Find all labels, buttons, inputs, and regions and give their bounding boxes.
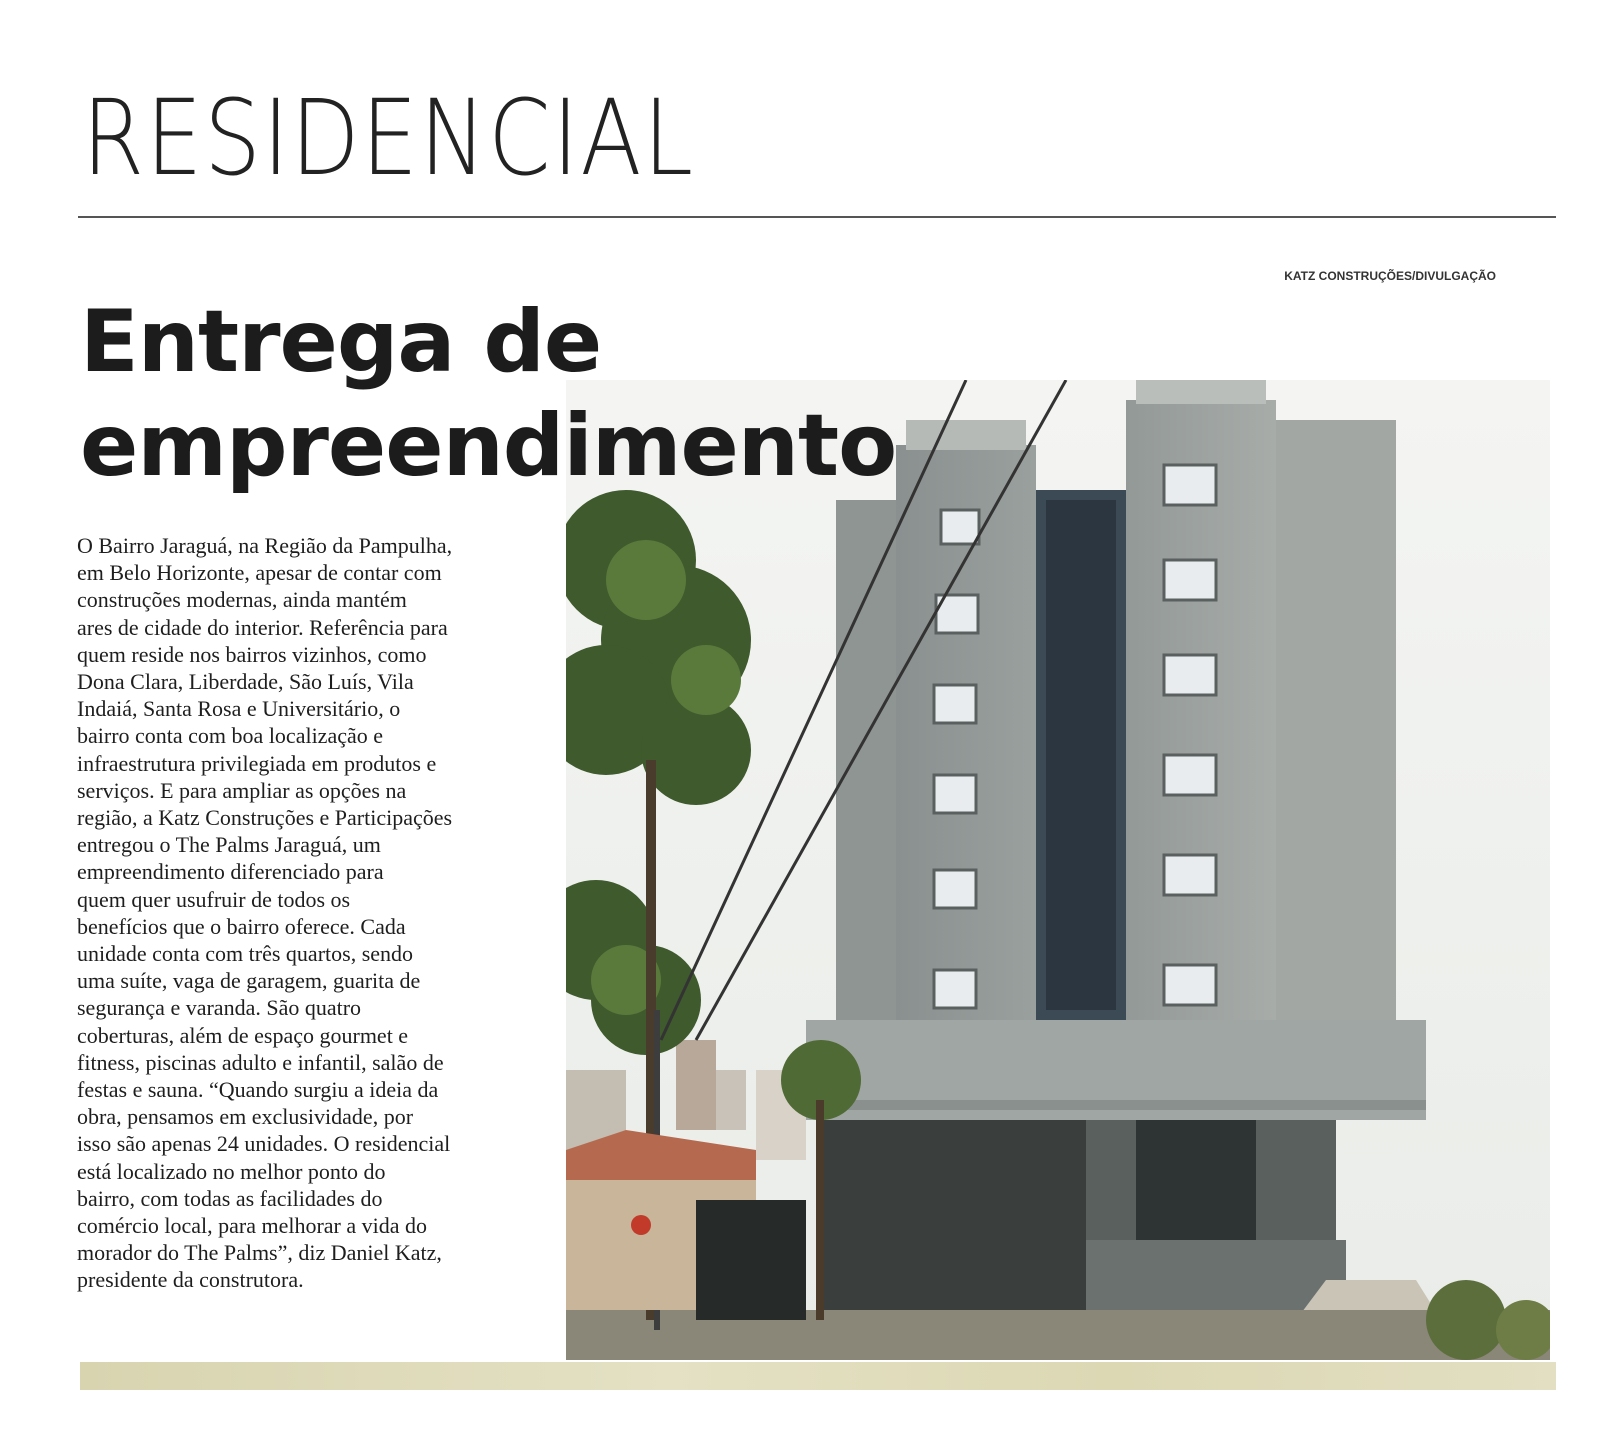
headline-line: Entrega de	[80, 292, 602, 392]
body-line: Indaiá, Santa Rosa e Universitário, o	[77, 696, 401, 722]
article-body	[77, 532, 537, 1294]
body-line: coberturas, além de espaço gourmet e	[77, 1022, 409, 1048]
body-line: quem quer usufruir de todos os	[77, 886, 351, 912]
body-line: empreendimento diferenciado para	[77, 859, 384, 885]
body-line: fitness, piscinas adulto e infantil, salão de	[77, 1049, 444, 1075]
body-line: O Bairro Jaraguá, na Região da Pampulha,	[77, 533, 453, 558]
body-line: está localizado no melhor ponto do	[77, 1158, 386, 1184]
body-line: região, a Katz Construções e Participações	[77, 805, 453, 831]
body-line: infraestrutura privilegiada em produtos e	[77, 750, 437, 776]
body-line: festas e sauna. “Quando surgiu a ideia da	[77, 1077, 439, 1103]
body-line: unidade conta com três quartos, sendo	[77, 941, 414, 967]
footer-band	[80, 1362, 1556, 1390]
body-line: presidente da construtora.	[77, 1267, 304, 1293]
section-divider	[78, 216, 1556, 218]
body-line: ares de cidade do interior. Referência para	[77, 614, 448, 640]
body-line: morador do The Palms”, diz Daniel Katz,	[77, 1240, 442, 1266]
body-line: bairro conta com boa localização e	[77, 723, 384, 749]
section-title: RESIDENCIAL	[82, 77, 695, 199]
body-line: entregou o The Palms Jaraguá, um	[77, 832, 381, 858]
photo-credit: KATZ CONSTRUÇÕES/DIVULGAÇÃO	[1284, 269, 1496, 283]
headline-line: empreendimento	[80, 396, 897, 496]
body-line: construções modernas, ainda mantém	[77, 587, 407, 613]
body-line: benefícios que o bairro oferece. Cada	[77, 913, 406, 939]
body-line: isso são apenas 24 unidades. O residencial	[77, 1131, 451, 1157]
body-line: bairro, com todas as facilidades do	[77, 1185, 383, 1211]
body-line: segurança e varanda. São quatro	[77, 995, 362, 1021]
body-line: quem reside nos bairros vizinhos, como	[77, 641, 427, 667]
body-line: serviços. E para ampliar as opções na	[77, 777, 407, 803]
article-headline	[80, 290, 896, 498]
body-line: obra, pensamos em exclusividade, por	[77, 1104, 414, 1130]
building-photo	[566, 380, 1550, 1360]
body-line: em Belo Horizonte, apesar de contar com	[77, 560, 442, 586]
body-line: uma suíte, vaga de garagem, guarita de	[77, 968, 421, 994]
body-line: Dona Clara, Liberdade, São Luís, Vila	[77, 669, 414, 695]
body-line: comércio local, para melhorar a vida do	[77, 1213, 428, 1239]
